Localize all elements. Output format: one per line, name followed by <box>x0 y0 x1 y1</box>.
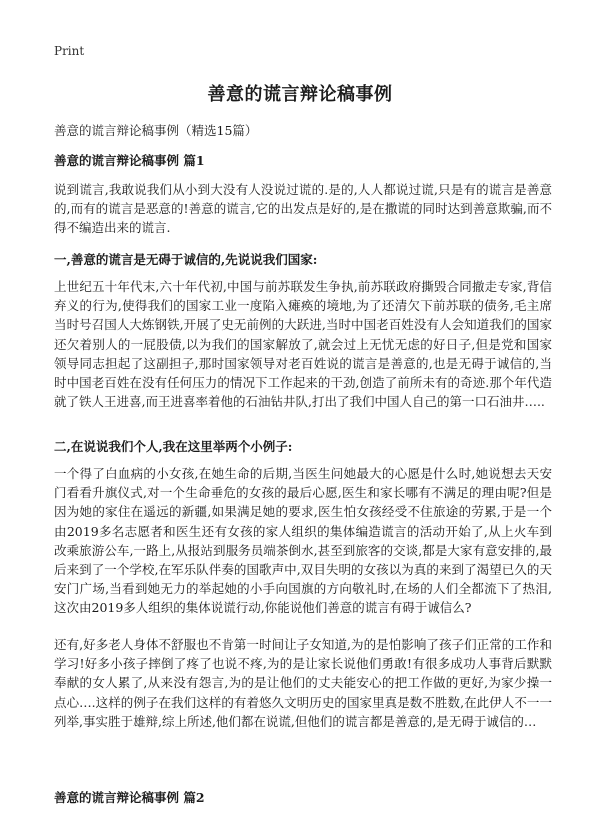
point-1-heading: 一,善意的谎言是无碍于诚信的,先说说我们国家: <box>54 252 318 267</box>
point-1-paragraph: 上世纪五十年代末,六十年代初,中国与前苏联发生争执,前苏联政府撕毁合同撤走专家,背信弃义的行为,使得我们的国家工业一度陷入瘫痪的境地,为了还清欠下前苏联的债务,毛主席当时号召国人大炼钢铁,开展了史无前例的大跃进,当时中国老百姓没有人会知道我们的国家还欠着别人的一屁股债,以为我们的国家解放了,就会过上无忧无虑的好日子,但是党和国家领导同志担起了这副担子,那时国家领导对老百姓说的谎言是善意的,也是无碍于诚信的,当时中国老百姓在没有任何压力的情况下工作起来的干劲,创造了前所未有的奇迹.那个年代造就了铁人王进喜,而王进喜率着他的石油钻井队,打出了我们中国人自己的第一口石油井….. <box>54 279 552 410</box>
page-title: 善意的谎言辩论稿事例 <box>207 84 393 105</box>
section-heading-1: 善意的谎言辩论稿事例 篇1 <box>54 153 205 168</box>
print-link[interactable]: Print <box>54 44 85 58</box>
point-2-heading: 二,在说说我们个人,我在这里举两个小例子: <box>54 439 293 454</box>
intro-paragraph: 说到谎言,我敢说我们从小到大没有人没说过谎的.是的,人人都说过谎,只是有的谎言是善意的,而有的谎言是恶意的!善意的谎言,它的出发点是好的,是在撒谎的同时达到善意欺骗,而不得不编造出来的谎言. <box>54 182 552 236</box>
document-subtitle: 善意的谎言辩论稿事例（精选15篇） <box>54 123 258 138</box>
point-2-paragraph-1: 一个得了白血病的小女孩,在她生命的后期,当医生问她最大的心愿是什么时,她说想去天安门看看升旗仪式,对一个生命垂危的女孩的最后心愿,医生和家长哪有不满足的理由呢?但是因为她的家住在遥远的新疆,如果满足她的要求,医生怕女孩经受不住旅途的劳累,于是一个由2019多名志愿者和医生还有女孩的家人组织的集体编造谎言的活动开始了,从上火车到改乘旅游公车,一路上,从报站到服务员端茶倒水,甚至到旅客的交谈,都是大家有意安排的,最后来到了一个学校,在军乐队伴奏的国歌声中,双目失明的女孩以为真的来到了渴望已久的天安门广场,当看到她无力的举起她的小手向国旗的方向敬礼时,在场的人们全都流下了热泪,这次由2019多人组织的集体说谎行动,你能说他们善意的谎言有碍于诚信么? <box>54 466 552 616</box>
point-2-paragraph-2: 还有,好多老人身体不舒服也不肯第一时间让子女知道,为的是怕影响了孩子们正常的工作和学习!好多小孩子摔倒了疼了也说不疼,为的是让家长说他们勇敢!有很多成功人事背后默默奉献的女人累了,从来没有怨言,为的是让他们的丈夫能安心的把工作做的更好,为家少操一点心….这样的例子在我们这样的有着悠久文明历史的国家里真是数不胜数,在此伊人不一一列举,事实胜于雄辩,综上所述,他们都在说谎,但他们的谎言都是善意的,是无碍于诚信的… <box>54 637 552 729</box>
section-heading-2: 善意的谎言辩论稿事例 篇2 <box>54 790 205 805</box>
